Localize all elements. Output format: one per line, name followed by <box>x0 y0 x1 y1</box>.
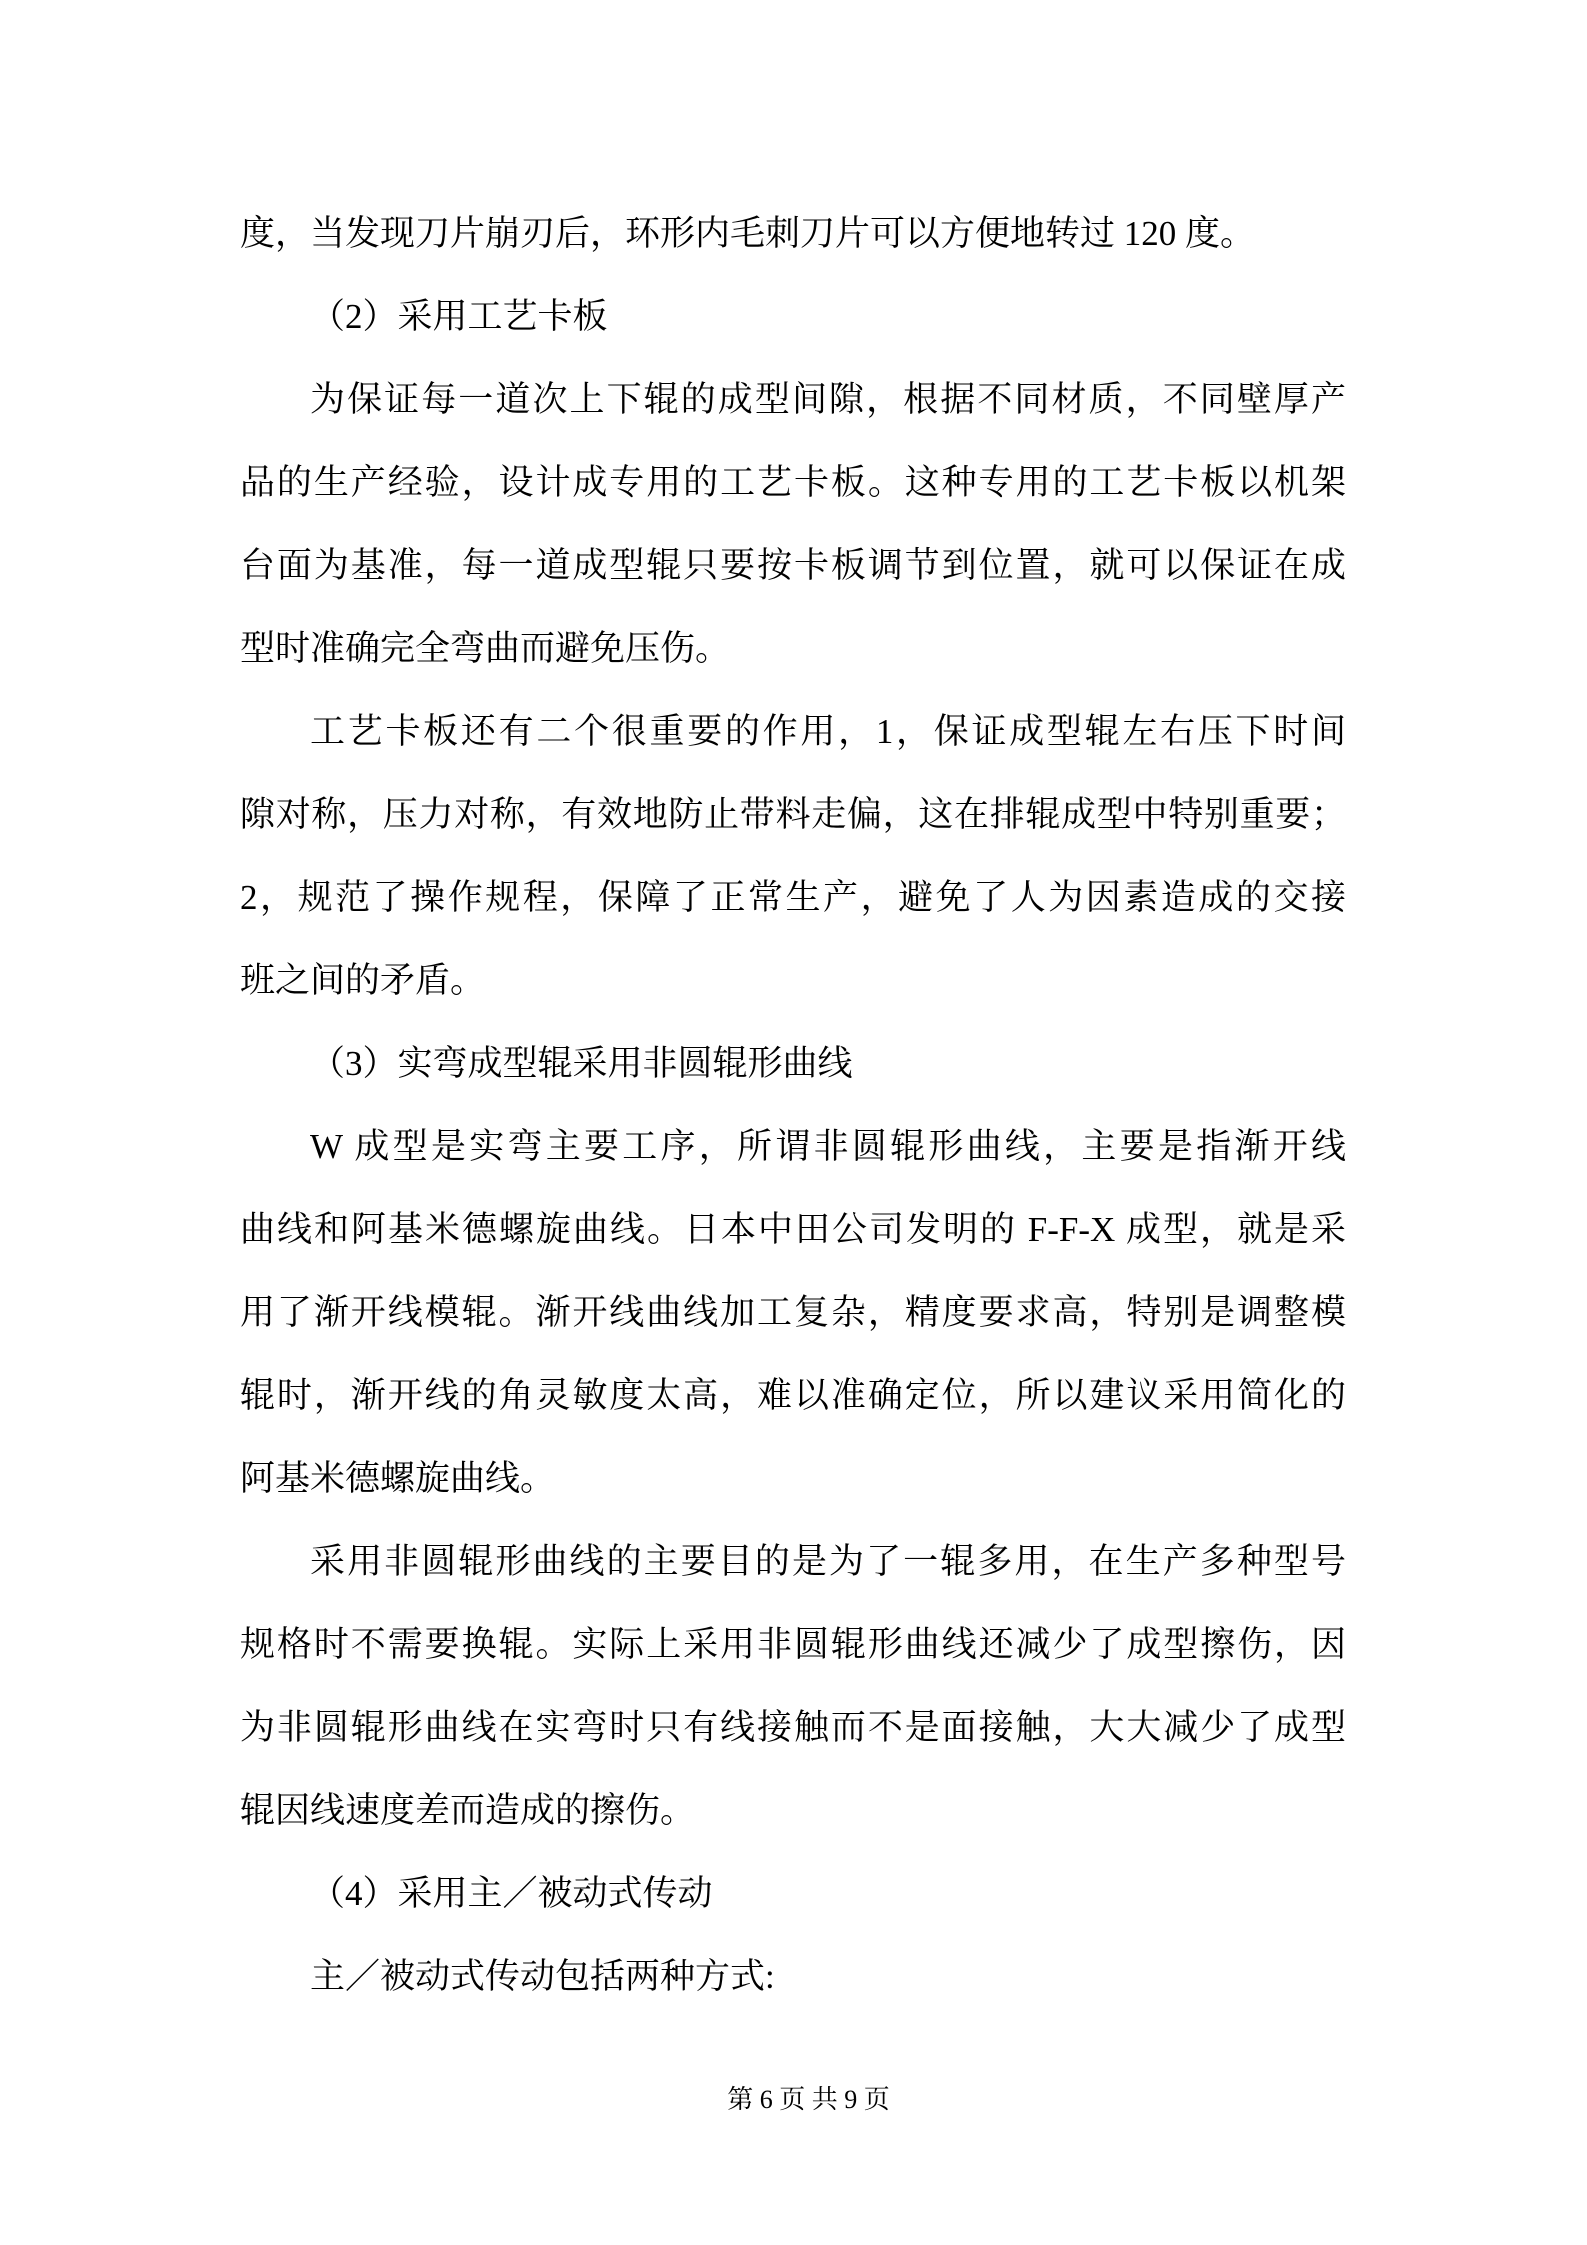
text-line: 班之间的矛盾。 <box>240 961 486 1000</box>
text-line: （3）实弯成型辊采用非圆辊形曲线 <box>310 1044 853 1083</box>
text-line: 辊时，渐开线的角灵敏度太高，难以准确定位，所以建议采用简化的 <box>240 1376 1346 1415</box>
page-footer <box>0 2085 1587 2115</box>
text-line: 曲线和阿基米德螺旋曲线。日本中田公司发明的 F-F-X 成型，就是采 <box>240 1210 1346 1249</box>
text-line: 度，当发现刀片崩刃后，环形内毛刺刀片可以方便地转过 120 度。 <box>240 214 1256 253</box>
text-line: 台面为基准，每一道成型辊只要按卡板调节到位置，就可以保证在成 <box>240 546 1346 585</box>
text-line: 隙对称，压力对称，有效地防止带料走偏，这在排辊成型中特别重要； <box>240 795 1346 834</box>
text-line: （2）采用工艺卡板 <box>310 297 608 336</box>
text-line: 2，规范了操作规程，保障了正常生产，避免了人为因素造成的交接 <box>240 878 1346 917</box>
text-line: （4）采用主／被动式传动 <box>310 1874 713 1913</box>
text-line: 阿基米德螺旋曲线。 <box>240 1459 556 1498</box>
page-number-text: 第 6 页 共 9 页 <box>727 2085 890 2114</box>
document-body <box>240 192 1346 2018</box>
text-line: 辊因线速度差而造成的擦伤。 <box>240 1791 696 1830</box>
text-line: 工艺卡板还有二个很重要的作用，1，保证成型辊左右压下时间 <box>310 712 1346 751</box>
text-line: 规格时不需要换辊。实际上采用非圆辊形曲线还减少了成型擦伤，因 <box>240 1625 1346 1664</box>
text-line: W 成型是实弯主要工序，所谓非圆辊形曲线，主要是指渐开线 <box>310 1127 1346 1166</box>
text-line: 主／被动式传动包括两种方式: <box>310 1957 775 1996</box>
text-line: 型时准确完全弯曲而避免压伤。 <box>240 629 731 668</box>
text-line: 为非圆辊形曲线在实弯时只有线接触而不是面接触，大大减少了成型 <box>240 1708 1346 1747</box>
text-line: 为保证每一道次上下辊的成型间隙，根据不同材质，不同壁厚产 <box>310 380 1346 419</box>
text-line: 品的生产经验，设计成专用的工艺卡板。这种专用的工艺卡板以机架 <box>240 463 1346 502</box>
text-line: 采用非圆辊形曲线的主要目的是为了一辊多用，在生产多种型号 <box>310 1542 1346 1581</box>
text-line: 用了渐开线模辊。渐开线曲线加工复杂，精度要求高，特别是调整模 <box>240 1293 1346 1332</box>
